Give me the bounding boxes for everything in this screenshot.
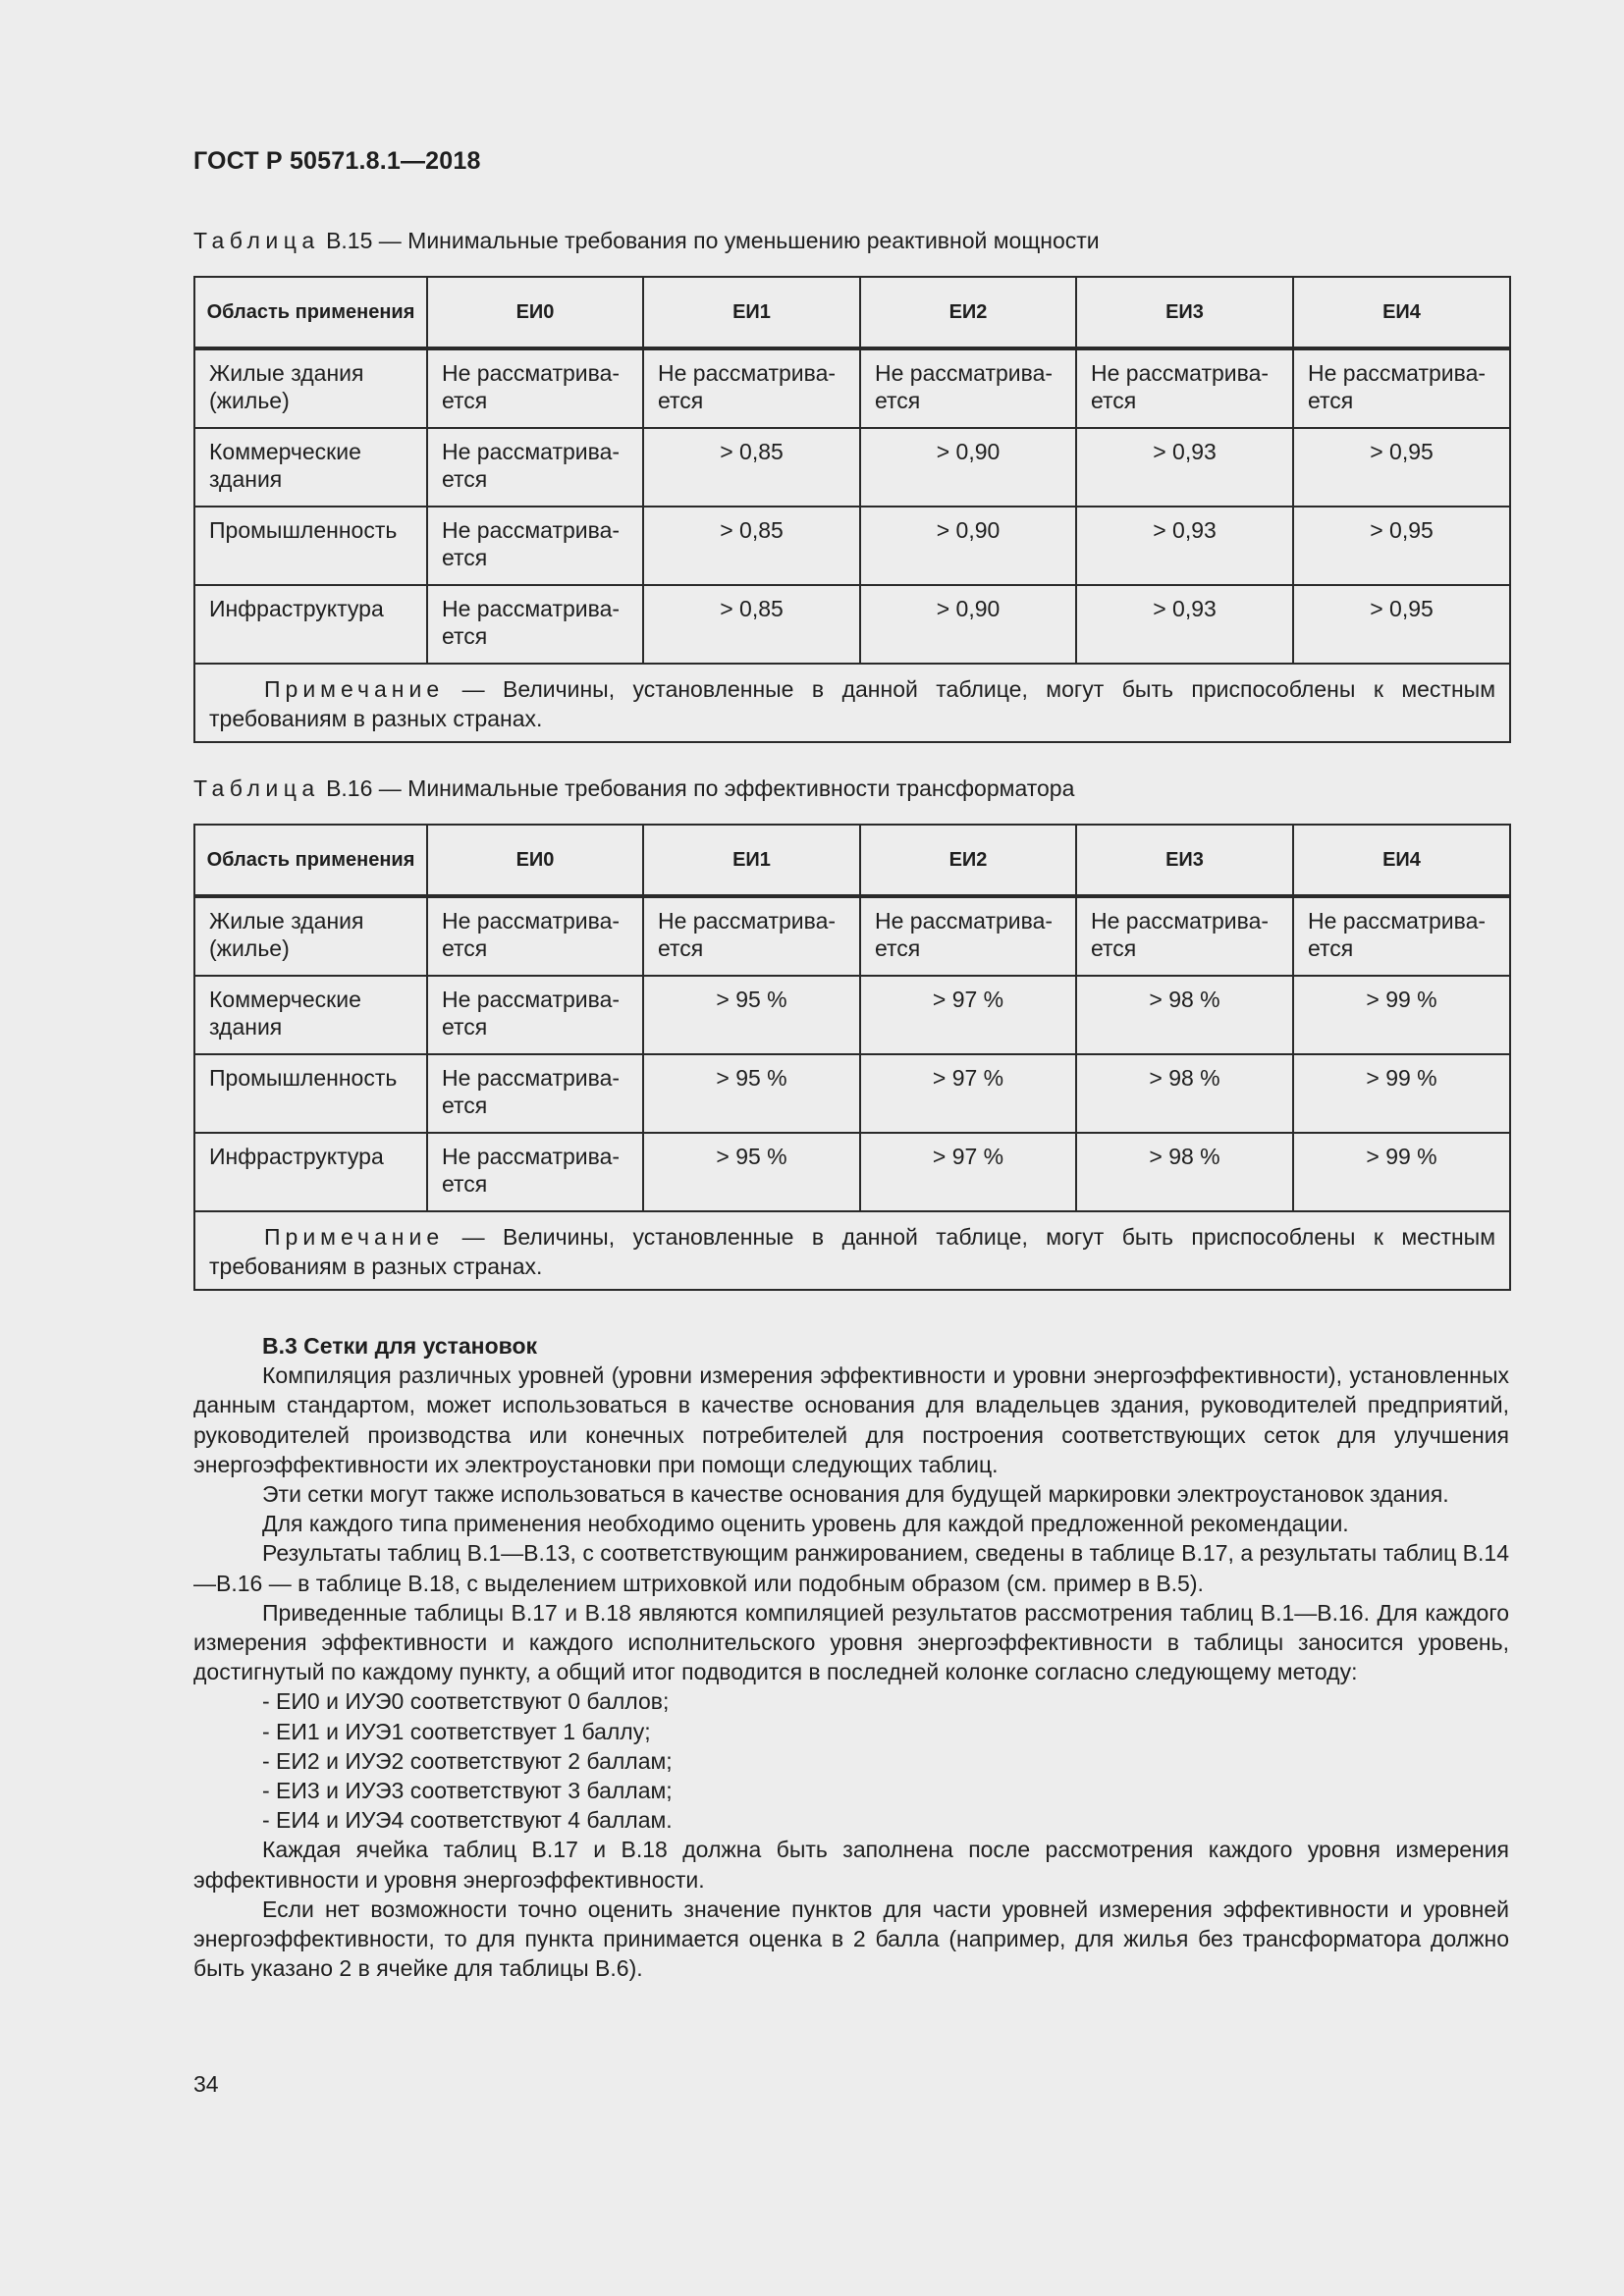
table-cell: > 0,85 [643, 428, 860, 507]
column-header: ЕИ4 [1293, 825, 1510, 896]
section-heading: В.3 Сетки для установок [262, 1333, 538, 1359]
table-caption-text: В.15 — Минимальные требования по уменьшению реактивной мощности [319, 228, 1100, 253]
table-row [194, 348, 1510, 428]
table-cell: > 95 % [643, 976, 860, 1054]
table-cell: Не рассматрива-ется [427, 1133, 643, 1211]
list-item: - ЕИ3 и ИУЭ3 соответствуют 3 баллам; [262, 1778, 673, 1804]
table-cell: > 97 % [860, 1133, 1076, 1211]
table-cell: Не рассматрива-ется [643, 896, 860, 976]
row-label: Коммерческие здания [194, 428, 427, 507]
table-row [194, 896, 1510, 976]
table-cell: Не рассматрива-ется [427, 976, 643, 1054]
table-header-row [194, 277, 1510, 348]
column-header: ЕИ0 [427, 825, 643, 896]
row-label: Промышленность [194, 507, 427, 585]
table-row [194, 585, 1510, 664]
paragraph: Результаты таблиц В.1—В.13, с соответствующим ранжированием, сведены в таблице В.17, а результаты таблиц В.14—В.16 — в таблице В.18, с выделением штриховкой или подобным образом (см. пример в В.5). [193, 1540, 1509, 1596]
table-cell: > 0,90 [860, 428, 1076, 507]
column-header: ЕИ4 [1293, 277, 1510, 348]
table-b16 [193, 824, 1511, 1291]
paragraph: Компиляция различных уровней (уровни измерения эффективности и уровни энергоэффективности), установленных данным стандартом, может использоваться в качестве основания для владельцев здания, руководителей предприятий, руководителей производства или конечных потребителей для построения соответствующих сеток для улучшения энергоэффективности их электроустановки при помощи следующих таблиц. [193, 1362, 1509, 1477]
table-cell: > 0,90 [860, 585, 1076, 664]
table-cell: Не рассматрива-ется [427, 428, 643, 507]
table-row [194, 976, 1510, 1054]
table-cell: > 0,93 [1076, 507, 1293, 585]
table-note-row [194, 664, 1510, 742]
column-header: ЕИ2 [860, 825, 1076, 896]
table-cell: Не рассматрива-ется [643, 348, 860, 428]
table-b15-caption [193, 228, 1100, 254]
column-header: ЕИ1 [643, 277, 860, 348]
table-cell: > 0,95 [1293, 585, 1510, 664]
table-cell: Не рассматрива-ется [1076, 348, 1293, 428]
table-cell: Не рассматрива-ется [1293, 348, 1510, 428]
row-label: Жилые здания (жилье) [194, 348, 427, 428]
row-label: Инфраструктура [194, 585, 427, 664]
table-cell: > 98 % [1076, 976, 1293, 1054]
table-cell: Не рассматрива-ется [860, 348, 1076, 428]
table-cell: > 0,95 [1293, 428, 1510, 507]
column-header: ЕИ1 [643, 825, 860, 896]
table-cell: > 0,85 [643, 585, 860, 664]
table-row [194, 428, 1510, 507]
table-cell: > 97 % [860, 1054, 1076, 1133]
table-row [194, 1054, 1510, 1133]
table-cell: > 97 % [860, 976, 1076, 1054]
table-note-row [194, 1211, 1510, 1290]
table-cell: Не рассматрива-ется [427, 896, 643, 976]
row-label: Коммерческие здания [194, 976, 427, 1054]
table-cell: Не рассматрива-ется [1293, 896, 1510, 976]
table-cell: > 99 % [1293, 1054, 1510, 1133]
table-cell: > 0,85 [643, 507, 860, 585]
table-row [194, 1133, 1510, 1211]
table-cell: Не рассматрива-ется [427, 507, 643, 585]
table-cell: > 0,90 [860, 507, 1076, 585]
paragraph: Приведенные таблицы В.17 и В.18 являются компиляцией результатов рассмотрения таблиц В.1—В.16. Для каждого измерения эффективности и каждого исполнительского уровня энергоэффективности в таблицы заносится уровень, достигнутый по каждому пункту, а общий итог подводится в последней колонке согласно следующему методу: [193, 1599, 1509, 1685]
table-cell: Не рассматрива-ется [860, 896, 1076, 976]
table-cell: > 95 % [643, 1133, 860, 1211]
table-cell: > 98 % [1076, 1054, 1293, 1133]
page-number: 34 [193, 2071, 219, 2097]
table-cell: > 99 % [1293, 1133, 1510, 1211]
section-b3 [193, 1331, 1509, 1983]
table-cell: > 0,93 [1076, 428, 1293, 507]
table-note [194, 664, 1510, 742]
paragraph: Для каждого типа применения необходимо оценить уровень для каждой предложенной рекомендации. [262, 1511, 1349, 1537]
column-header: ЕИ0 [427, 277, 643, 348]
row-label: Инфраструктура [194, 1133, 427, 1211]
paragraph: Каждая ячейка таблиц В.17 и В.18 должна быть заполнена после рассмотрения каждого уровня измерения эффективности и уровня энергоэффективности. [193, 1837, 1509, 1893]
row-label: Промышленность [194, 1054, 427, 1133]
table-cell: > 98 % [1076, 1133, 1293, 1211]
column-header: ЕИ3 [1076, 825, 1293, 896]
list-item: - ЕИ4 и ИУЭ4 соответствуют 4 баллам. [262, 1807, 673, 1834]
note-label: Примечание [264, 676, 445, 702]
note-text: — Величины, установленные в данной таблице, могут быть приспособлены к местным требованиям в разных странах. [209, 1224, 1495, 1279]
note-label: Примечание [264, 1224, 445, 1250]
table-caption-prefix: Таблица [193, 228, 320, 253]
table-cell: Не рассматрива-ется [427, 585, 643, 664]
paragraph: Если нет возможности точно оценить значение пунктов для части уровней измерения эффективности и уровней энергоэффективности, то для пункта принимается оценка в 2 балла (например, для жилья без трансформатора должно быть указано 2 в ячейке для таблицы В.6). [193, 1896, 1509, 1982]
table-b15 [193, 276, 1511, 743]
table-cell: Не рассматрива-ется [427, 1054, 643, 1133]
table-cell: > 95 % [643, 1054, 860, 1133]
table-row [194, 507, 1510, 585]
list-item: - ЕИ1 и ИУЭ1 соответствует 1 баллу; [262, 1718, 651, 1744]
column-header: Область применения [194, 825, 427, 896]
table-caption-text: В.16 — Минимальные требования по эффективности трансформатора [319, 775, 1075, 801]
column-header: ЕИ3 [1076, 277, 1293, 348]
row-label: Жилые здания (жилье) [194, 896, 427, 976]
paragraph: Эти сетки могут также использоваться в качестве основания для будущей маркировки электроустановок здания. [262, 1481, 1449, 1508]
table-cell: > 0,95 [1293, 507, 1510, 585]
list-item: - ЕИ0 и ИУЭ0 соответствуют 0 баллов; [262, 1688, 670, 1715]
table-cell: > 99 % [1293, 976, 1510, 1054]
list-item: - ЕИ2 и ИУЭ2 соответствуют 2 баллам; [262, 1747, 673, 1774]
table-cell: > 0,93 [1076, 585, 1293, 664]
table-header-row [194, 825, 1510, 896]
table-caption-prefix: Таблица [193, 775, 320, 801]
table-b16-caption [193, 775, 1074, 802]
table-note [194, 1211, 1510, 1290]
note-text: — Величины, установленные в данной таблице, могут быть приспособлены к местным требованиям в разных странах. [209, 676, 1495, 731]
document-id: ГОСТ Р 50571.8.1—2018 [193, 147, 481, 175]
table-cell: Не рассматрива-ется [427, 348, 643, 428]
column-header: ЕИ2 [860, 277, 1076, 348]
column-header: Область применения [194, 277, 427, 348]
table-cell: Не рассматрива-ется [1076, 896, 1293, 976]
